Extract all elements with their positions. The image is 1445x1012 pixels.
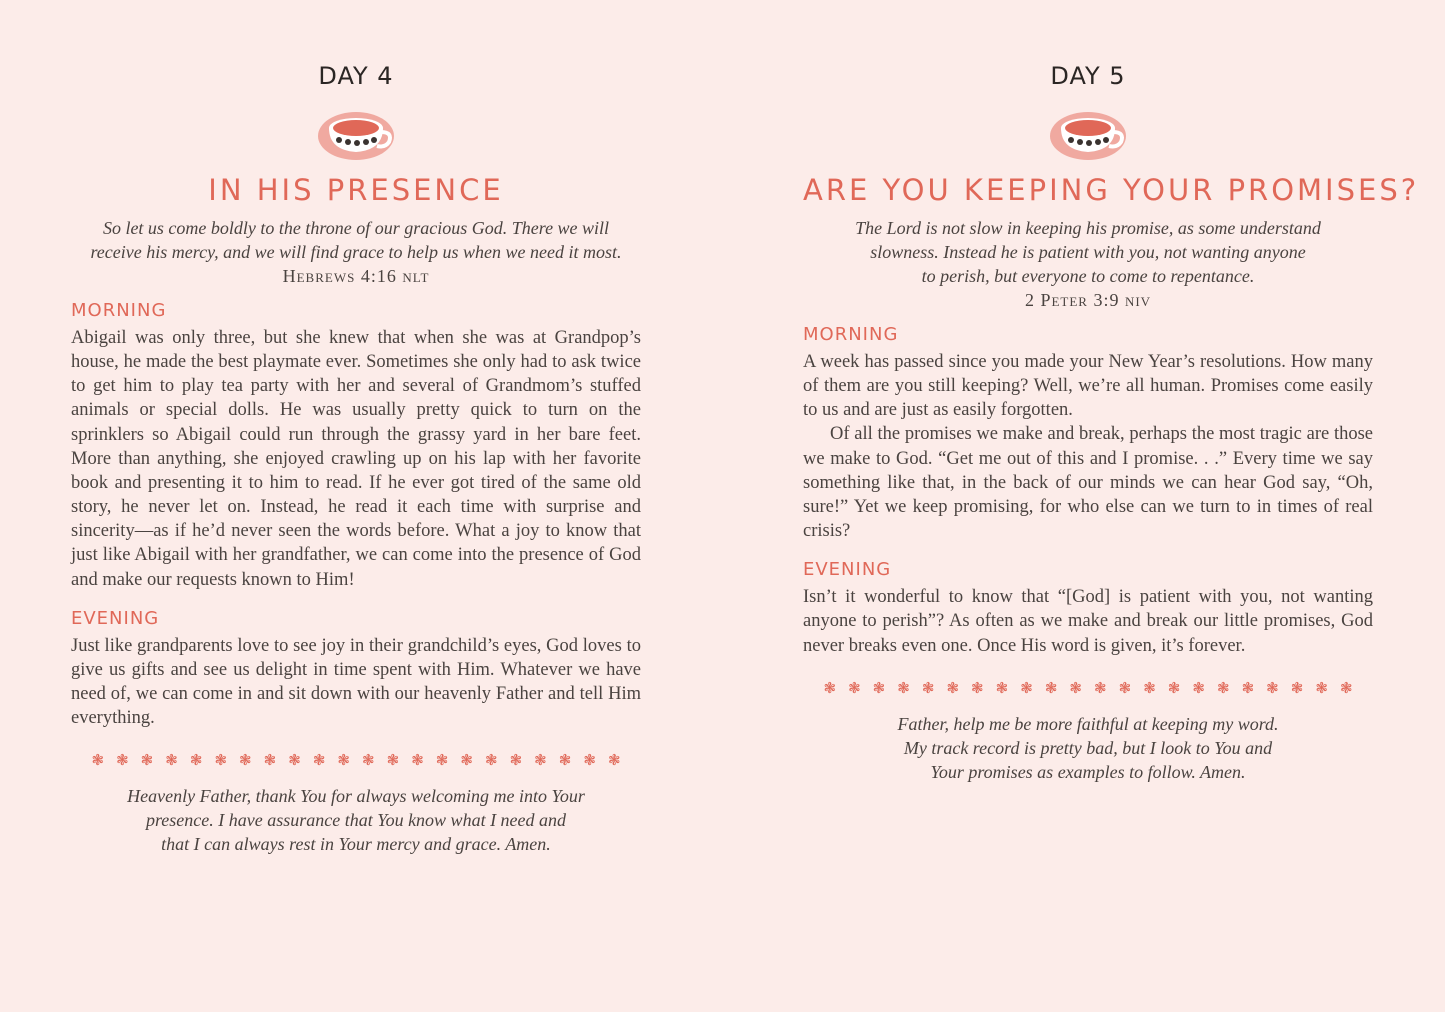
- scripture-verse: So let us come boldly to the throne of our gracious God. There we will receive his mercy, and we will find grace to help us when we need it most.: [90, 218, 622, 262]
- evening-heading: EVENING: [803, 559, 892, 581]
- day-label: DAY 4: [318, 62, 394, 90]
- morning-heading: MORNING: [71, 300, 167, 321]
- morning-heading: MORNING: [803, 324, 899, 345]
- morning-paragraph: A week has passed since you made your New Year’s resolutions. How many of them are you still keeping? Well, we’re all human. Promises come easily to us and are just as easily forgotten.: [803, 352, 1373, 421]
- flower-divider: ❃ ❃ ❃ ❃ ❃ ❃ ❃ ❃ ❃ ❃ ❃ ❃ ❃ ❃ ❃ ❃ ❃ ❃ ❃ ❃ ❃ ❃: [91, 751, 621, 770]
- teacup-icon: [315, 98, 397, 164]
- teacup-icon: [1047, 98, 1129, 164]
- morning-paragraph: Of all the promises we make and break, perhaps the most tragic are those we make to God. “Get me out of this and I promise. . .” Every time we say something like that, in the back of our minds we can hear God say, “Oh, sure!” Yet we keep promising, for who else can we turn to in times of real crisis?: [803, 424, 1373, 542]
- flower-divider: ❃ ❃ ❃ ❃ ❃ ❃ ❃ ❃ ❃ ❃ ❃ ❃ ❃ ❃ ❃ ❃ ❃ ❃ ❃ ❃ ❃ ❃: [823, 678, 1353, 697]
- scripture-verse: The Lord is not slow in keeping his promise, as some understand slowness. Instead he is patient with you, not wanting anyone to perish, but everyone to come to repentance.: [855, 218, 1321, 286]
- morning-paragraph: Abigail was only three, but she knew that when she was at Grandpop’s house, he made the best playmate ever. Sometimes she only had to ask twice to get him to play tea party with her and several of Grandmom’s stuffed animals or special dolls. He was usually pretty quick to turn on the sprinklers so Abigail could run through the grassy yard in her bare feet. More than anything, she enjoyed crawling up on his lap with her favorite book and presenting it to him to read. If he ever got tired of the same old story, he never let on. Instead, he read it each time with surprise and sincerity—as if he’d never seen the words before. What a joy to know that just like Abigail with her grandfather, we can come into the presence of God and make our requests known to Him!: [71, 328, 641, 590]
- scripture-reference: Hebrews 4:16 nlt: [282, 266, 430, 286]
- day-label: DAY 5: [1050, 62, 1126, 90]
- page-day-5: [803, 0, 1420, 784]
- evening-paragraph: Isn’t it wonderful to know that “[God] is patient with you, not wanting anyone to perish”? As often as we make and break our little promises, God never breaks even one. Once His word is given, it’s forever.: [803, 587, 1373, 656]
- devotion-title: IN HIS PRESENCE: [208, 173, 504, 207]
- evening-heading: EVENING: [71, 607, 160, 629]
- devotion-title: ARE YOU KEEPING YOUR PROMISES?: [803, 173, 1420, 207]
- scripture-reference: 2 Peter 3:9 niv: [1024, 290, 1152, 310]
- closing-prayer: Father, help me be more faithful at keeping my word. My track record is pretty bad, but I look to You and Your promises as examples to follow. Amen.: [897, 713, 1279, 782]
- page-day-4: [71, 0, 641, 856]
- evening-paragraph: Just like grandparents love to see joy in their grandchild’s eyes, God loves to give us gifts and see us delight in time spent with Him. Whatever we have need of, we can come in and sit down with our heavenly Father and tell Him everything.: [71, 635, 641, 729]
- closing-prayer: Heavenly Father, thank You for always welcoming me into Your presence. I have assurance that You know what I need and that I can always rest in Your mercy and grace. Amen.: [127, 786, 585, 855]
